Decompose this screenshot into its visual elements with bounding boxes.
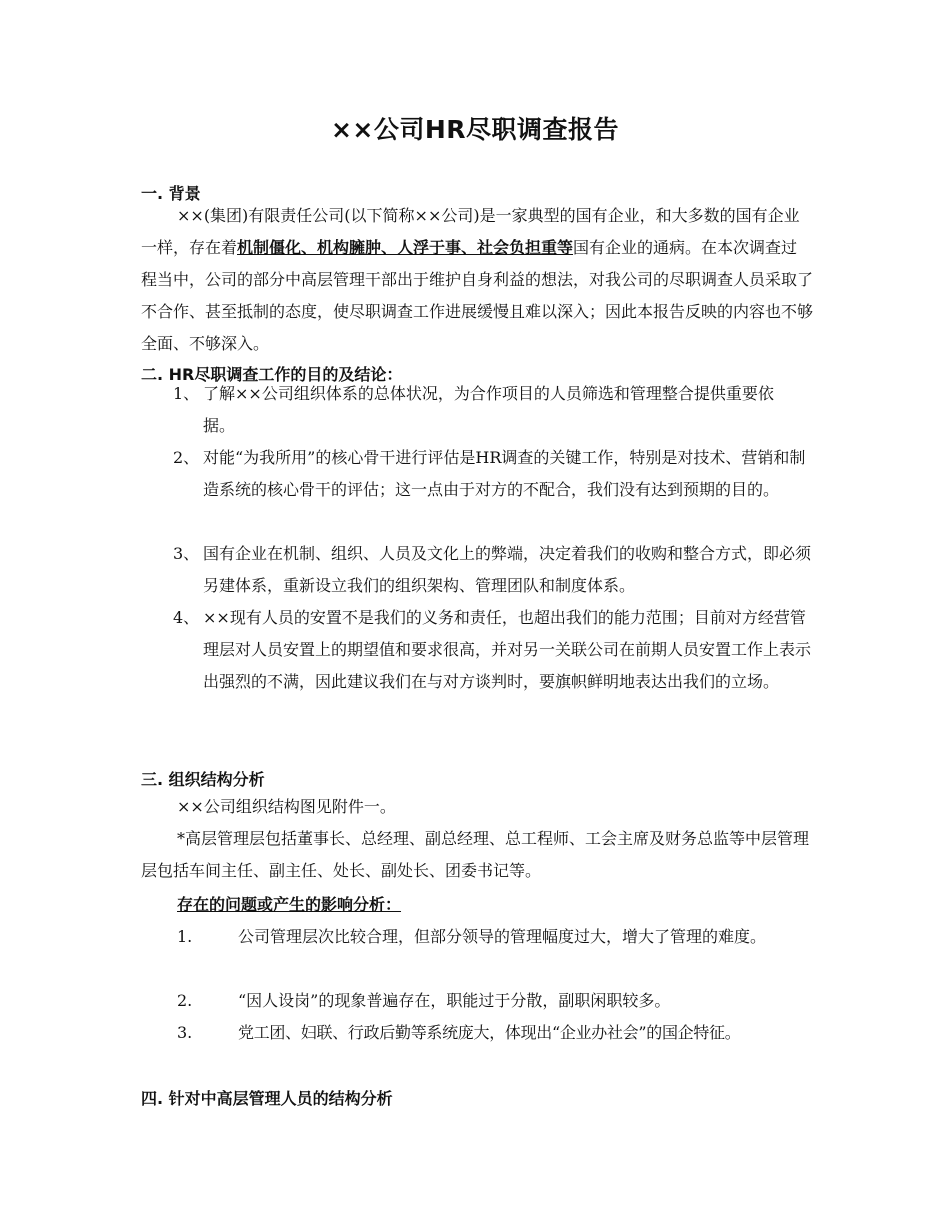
document-title: ××公司HR尽职调查报告	[330, 115, 620, 144]
problem-item-3-text: 党工团、妇联、行政后勤等系统庞大，体现出“企业办社会”的国企特征。	[238, 1023, 741, 1042]
purpose-item-2-number: 2、	[173, 448, 200, 467]
org-chart-note: ××公司组织结构图见附件一。	[177, 797, 396, 816]
purpose-item-4-text: ××现有人员的安置不是我们的义务和责任，也超出我们的能力范围；目前对方经营管理层对人员安置上的期望值和要求很高，并对另一关联公司在前期人员安置工作上表示出强烈的不满，因此建议我们在与对方谈判时，要旗帜鲜明地表达出我们的立场。	[203, 608, 812, 691]
section-heading-management-structure: 四. 针对中高层管理人员的结构分析	[141, 1089, 393, 1108]
problem-item-1-number: 1.	[177, 927, 193, 946]
problem-item-1-text: 公司管理层次比较合理，但部分领导的管理幅度过大，增大了管理的难度。	[238, 927, 767, 946]
background-paragraph	[141, 200, 813, 360]
problem-item-2-text: “因人设岗”的现象普遍存在，职能过于分散，副职闲职较多。	[238, 991, 671, 1010]
section-heading-org-structure: 三. 组织结构分析	[141, 770, 265, 789]
background-text-start: ××(集团)有限责任公司(以下简称××公司)是一家典型的国有企业，和大多数的国有企业一样，存在着	[141, 206, 800, 257]
section-heading-purpose: 二. HR尽职调查工作的目的及结论：	[141, 365, 403, 384]
purpose-item-1-number: 1、	[173, 384, 200, 403]
purpose-item-1-text: 了解××公司组织体系的总体状况，为合作项目的人员筛选和管理整合提供重要依据。	[203, 384, 774, 435]
section-heading-background: 一. 背景	[141, 184, 201, 203]
problems-subheading: 存在的问题或产生的影响分析：	[177, 895, 402, 914]
purpose-item-3-number: 3、	[173, 544, 200, 563]
purpose-item-2-text: 对能“为我所用”的核心骨干进行评估是HR调查的关键工作，特别是对技术、营销和制造系统的核心骨干的评估；这一点由于对方的不配合，我们没有达到预期的目的。	[203, 448, 806, 499]
purpose-item-4-number: 4、	[173, 608, 200, 627]
purpose-item-3-text: 国有企业在机制、组织、人员及文化上的弊端，决定着我们的收购和整合方式，即必须另建体系，重新设立我们的组织架构、管理团队和制度体系。	[203, 544, 812, 595]
management-layer-note: *高层管理层包括董事长、总经理、副总经理、总工程师、工会主席及财务总监等中层管理层包括车间主任、副主任、处长、副处长、团委书记等。	[141, 829, 810, 880]
background-text-end: 国有企业的通病。在本次调查过程当中，公司的部分中高层管理干部出于维护自身利益的想法，对我公司的尽职调查人员采取了不合作、甚至抵制的态度，使尽职调查工作进展缓慢且难以深入；因此本报告反映的内容也不够全面、不够深入。	[141, 238, 814, 353]
problem-item-2-number: 2.	[177, 991, 193, 1010]
background-emphasis: 机制僵化、机构臃肿、人浮于事、社会负担重等	[237, 238, 574, 257]
problem-item-3-number: 3.	[177, 1023, 193, 1042]
